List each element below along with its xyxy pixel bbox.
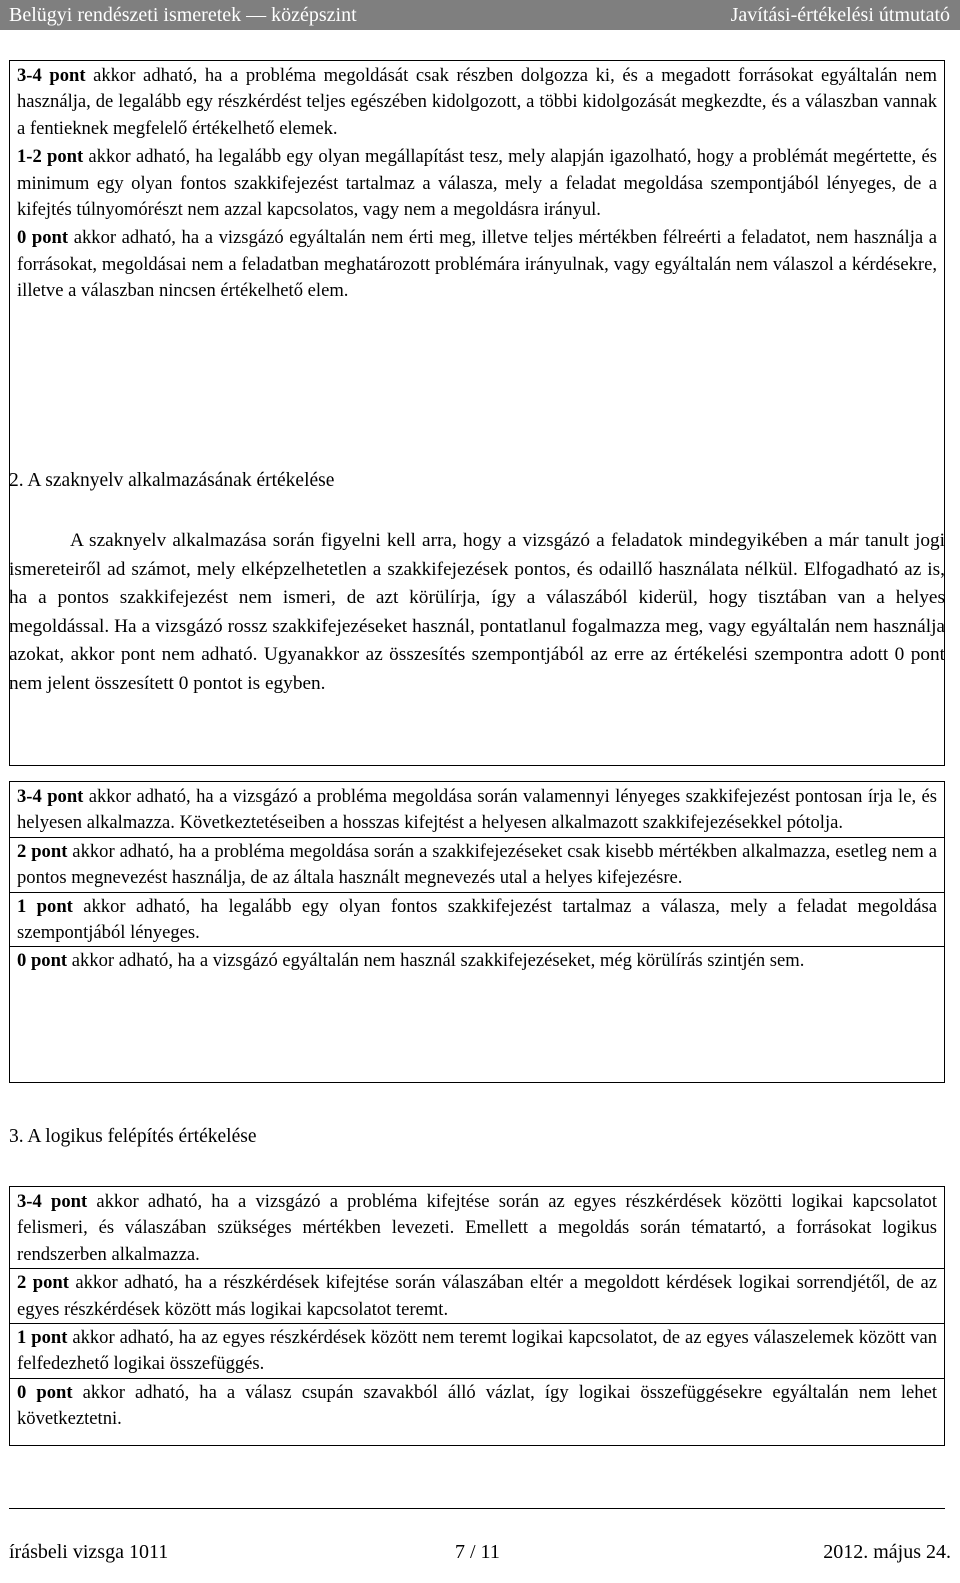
criterion-0 — [17, 223, 937, 304]
criterion-text: akkor adható, ha a válasz csupán szavakból álló vázlat, így logikai összefüggésekre egyáltalán nem lehet következtetni. — [17, 1381, 938, 1430]
criterion-0 — [10, 946, 944, 974]
criterion-0 — [10, 1378, 944, 1433]
criterion-score: 0 pont — [17, 950, 68, 972]
footer-page-number: 7 / 11 — [455, 1541, 500, 1563]
section-2-title: 2. A szaknyelv alkalmazásának értékelése — [9, 470, 335, 491]
criterion-text: akkor adható, ha a probléma megoldását csak részben dolgozza ki, és a megadott forrásokat egyáltalán nem használja, de legalább egy részkérdést teljes egészében kidolgozott, a többi kidolgozását megkezdte, és a válaszban vannak a fentieknek megfelelő értékelhető elemek. — [17, 65, 937, 139]
criterion-1-2 — [17, 142, 937, 223]
page-header — [0, 0, 960, 30]
criterion-text: akkor adható, ha az egyes részkérdések között nem teremt logikai kapcsolatot, de az egyes válaszelemek között van felfedezhető logikai összefüggés. — [17, 1327, 937, 1375]
header-title: Belügyi rendészeti ismeretek — középszint — [9, 4, 357, 26]
criterion-score: 2 pont — [17, 1272, 69, 1294]
criterion-1 — [10, 892, 944, 947]
criterion-2 — [10, 1268, 944, 1323]
criterion-text: akkor adható, ha a vizsgázó a probléma kifejtése során az egyes részkérdések közötti logikai kapcsolatot felismeri, és válaszában szükséges mértékben levezeti. Emellett a megoldás során tématartó, a forrásokat logikus rendszerben alkalmazza. — [17, 1191, 937, 1265]
criterion-text: akkor adható, ha a részkérdések kifejtése során válaszában eltér a megoldott kérdések logikai sorrendjétől, de az egyes részkérdések között más logikai kapcsolatot teremt. — [17, 1272, 937, 1320]
criterion-score: 0 pont — [17, 1381, 73, 1403]
scoring-box-2 — [9, 781, 945, 1083]
criterion-score: 1-2 pont — [17, 146, 84, 168]
criterion-text: akkor adható, ha legalább egy olyan megállapítást tesz, mely alapján igazolható, hogy a problémát megértette, és minimum egy olyan fontos szakkifejezést tartalmaz a válasza, mely a feladat megoldása szempontjából lényeges, de a kifejtés túlnyomórészt nem azzal kapcsolatos, vagy nem a megoldásra irányul. — [17, 146, 937, 221]
scoring-box-3 — [9, 1186, 945, 1446]
criterion-3-4 — [17, 784, 937, 837]
criterion-score: 0 pont — [17, 227, 69, 249]
criterion-text: akkor adható, ha a vizsgázó egyáltalán nem érti meg, illetve teljes mértékben félreérti a feladatot, nem használja a forrásokat, megoldásai nem a feladatban meghatározott problémára irányulnak, vagy egyáltalán nem válaszol a kérdésekre, illetve a válaszban nincsen értékelhető elem. — [17, 227, 937, 302]
section-2-paragraph: A szaknyelv alkalmazása során figyelni kell arra, hogy a vizsgázó a feladatok mindegyikében a már tanult jogi ismereteiről ad számot, mely elképzelhetetlen a szakkifejezések pontos, és odaillő használata nélkül. Elfogadható az is, ha a pontos szakkifejezést nem ismeri, de azt körülírja, így a válaszából kiderül, hogy tisztában van a helyes megoldással. Ha a vizsgázó rossz szakkifejezéseket használ, pontatlanul fogalmazza meg, vagy egyáltalán nem használja azokat, akkor pont nem adható. Ugyanakkor az összesítés szempontjából az erre az értékelési szempontra adott 0 pont nem jelent összesített 0 pontot is egyben. — [9, 530, 945, 694]
criterion-score: 3-4 pont — [17, 1191, 88, 1212]
criterion-text: akkor adható, ha a vizsgázó a probléma megoldása során valamennyi lényeges szakkifejezést pontosan írja le, és helyesen alkalmazza. Következtetéseiben a hosszas kifejtést a helyesen alkalmazott szakkifejezésekkel pótolja. — [17, 786, 937, 834]
criterion-2 — [10, 837, 944, 892]
criterion-1 — [10, 1323, 944, 1378]
footer-divider — [9, 1508, 945, 1509]
criterion-text: akkor adható, ha legalább egy olyan fontos szakkifejezést tartalmaz a válasza, mely a feladat megoldása szempontjából lényeges. — [17, 895, 937, 944]
section-3-title: 3. A logikus felépítés értékelése — [9, 1126, 257, 1147]
criterion-score: 1 pont — [17, 895, 73, 917]
criterion-text: akkor adható, ha a vizsgázó egyáltalán nem használ szakkifejezéseket, még körülírás szintjén sem. — [67, 950, 805, 972]
criterion-score: 2 pont — [17, 840, 68, 862]
header-subtitle: Javítási-értékelési útmutató — [730, 4, 950, 26]
footer-date: 2012. május 24. — [823, 1541, 951, 1563]
criterion-3-4 — [17, 63, 937, 142]
footer-exam-id: írásbeli vizsga 1011 — [9, 1541, 169, 1563]
criterion-score: 3-4 pont — [17, 65, 86, 86]
criterion-text: akkor adható, ha a probléma megoldása során a szakkifejezéseket csak kisebb mértékben alkalmazza, esetleg nem a pontos megnevezést használja, de az általa használt megnevezés utal a helyes kifejezésre. — [17, 840, 937, 889]
criterion-3-4 — [17, 1189, 937, 1268]
criterion-score: 1 pont — [17, 1327, 68, 1349]
criterion-score: 3-4 pont — [17, 786, 84, 807]
